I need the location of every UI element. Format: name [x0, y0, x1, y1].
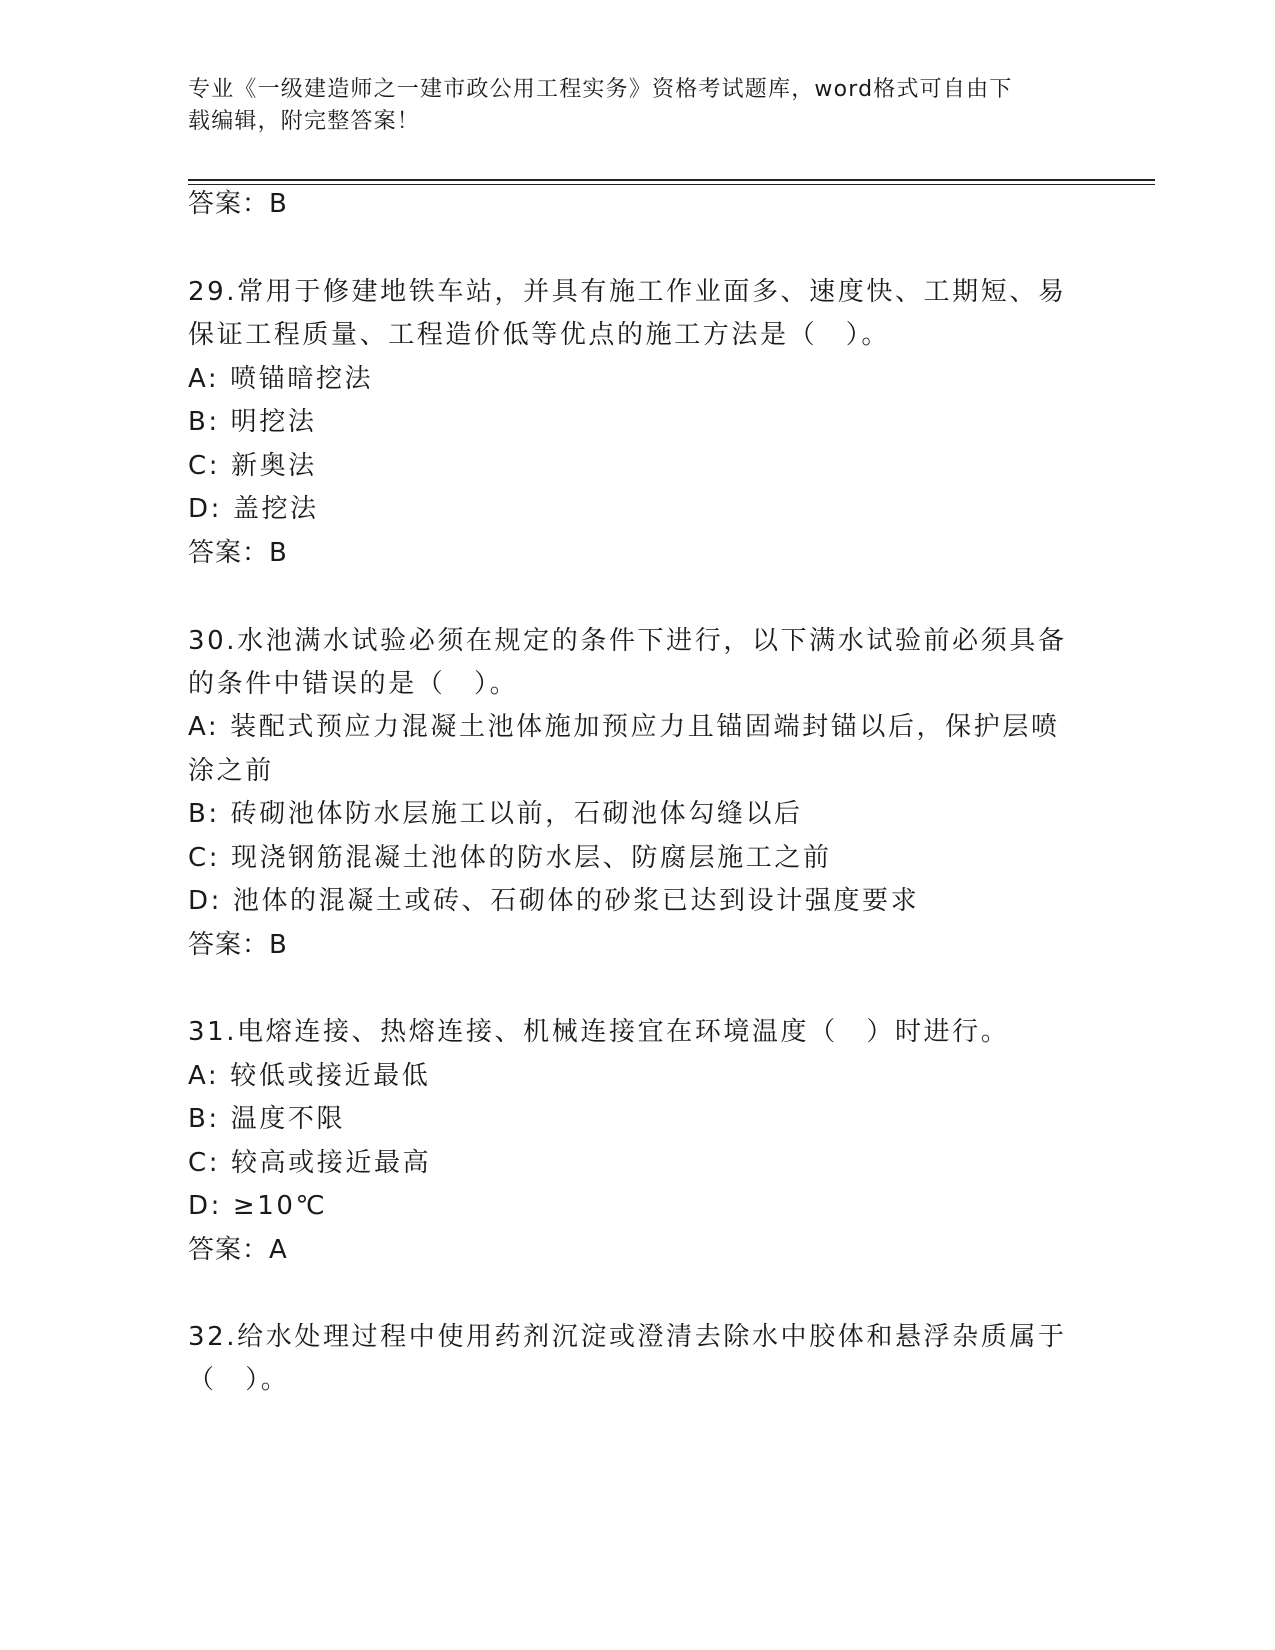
option-c: C: 较高或接近最高: [188, 1148, 432, 1178]
header-line-1: 专业《一级建造师之一建市政公用工程实务》资格考试题库，word格式可自由下: [188, 77, 1013, 102]
question-stem: （ ）。: [188, 1365, 290, 1395]
option-b: B: 砖砌池体防水层施工以前，石砌池体勾缝以后: [188, 799, 803, 829]
answer-line: 答案：B: [188, 930, 288, 960]
question-stem: 30.水池满水试验必须在规定的条件下进行，以下满水试验前必须具备: [188, 626, 1067, 656]
header-rule-thick: [188, 179, 1155, 181]
answer-line: 答案：B: [188, 189, 288, 219]
option-c: C: 现浇钢筋混凝土池体的防水层、防腐层施工之前: [188, 843, 832, 873]
header-rule-thin: [188, 184, 1155, 185]
header-line-2: 载编辑，附完整答案！: [188, 109, 421, 134]
option-a: A: 喷锚暗挖法: [188, 364, 374, 394]
option-c: C: 新奥法: [188, 451, 317, 481]
question-stem: 29.常用于修建地铁车站，并具有施工作业面多、速度快、工期短、易: [188, 277, 1067, 307]
document-header: [188, 74, 1068, 138]
option-d: D: 盖挖法: [188, 494, 319, 524]
question-stem: 31.电熔连接、热熔连接、机械连接宜在环境温度（ ）时进行。: [188, 1017, 1010, 1047]
question-stem: 保证工程质量、工程造价低等优点的施工方法是（ ）。: [188, 320, 891, 350]
answer-line: 答案：A: [188, 1235, 288, 1265]
option-a-continued: 涂之前: [188, 756, 274, 786]
question-stem: 32.给水处理过程中使用药剂沉淀或澄清去除水中胶体和悬浮杂质属于: [188, 1322, 1067, 1352]
option-b: B: 温度不限: [188, 1104, 346, 1134]
question-stem: 的条件中错误的是（ ）。: [188, 669, 519, 699]
option-d: D: 池体的混凝土或砖、石砌体的砂浆已达到设计强度要求: [188, 886, 920, 916]
option-b: B: 明挖法: [188, 407, 317, 437]
option-a: A: 装配式预应力混凝土池体施加预应力且锚固端封锚以后，保护层喷: [188, 712, 1060, 742]
option-d: D: ≥10℃: [188, 1191, 328, 1221]
answer-line: 答案：B: [188, 538, 288, 568]
option-a: A: 较低或接近最低: [188, 1061, 431, 1091]
